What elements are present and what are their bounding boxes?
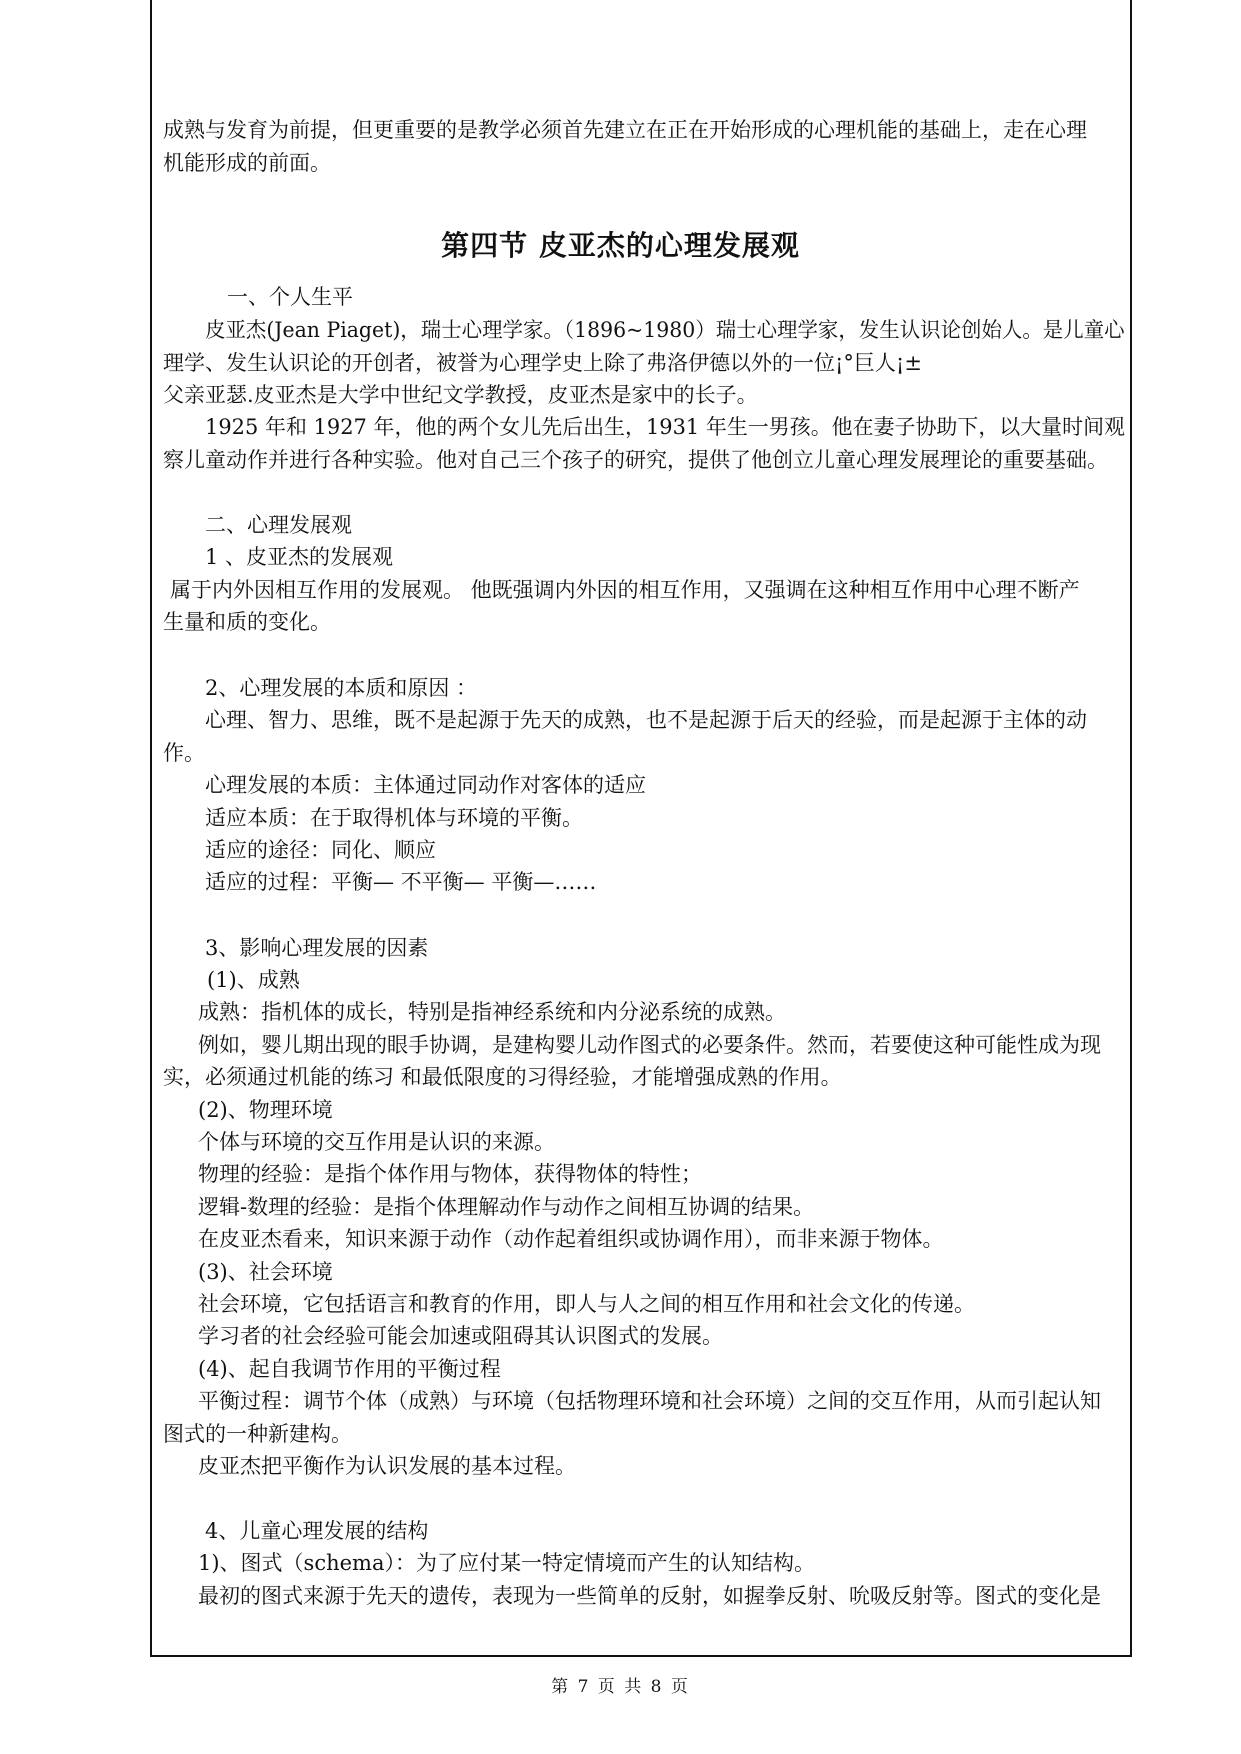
text-line: 1)、图式（schema）：为了应付某一特定情境而产生的认知结构。 xyxy=(198,1551,815,1575)
text-line: 2、心理发展的本质和原因 ： xyxy=(205,676,478,700)
text-line: 实，必须通过机能的练习 和最低限度的习得经验，才能增强成熟的作用。 xyxy=(163,1065,842,1089)
text-line: 生量和质的变化。 xyxy=(163,610,331,634)
text-line: 1925 年和 1927 年，他的两个女儿先后出生，1931 年生一男孩。他在妻子协助下，以大量时间观 xyxy=(205,415,1126,439)
text-line: 物理的经验：是指个体作用与物体，获得物体的特性； xyxy=(198,1162,702,1186)
text-line: 图式的一种新建构。 xyxy=(163,1422,352,1446)
text-line: 属于内外因相互作用的发展观。 他既强调内外因的相互作用，又强调在这种相互作用中心理不断产 xyxy=(170,578,1080,602)
text-line: 作。 xyxy=(163,741,205,765)
text-line: 察儿童动作并进行各种实验。他对自己三个孩子的研究，提供了他创立儿童心理发展理论的重要基础。 xyxy=(163,448,1108,472)
text-line: 适应本质：在于取得机体与环境的平衡。 xyxy=(205,806,583,830)
text-line: 成熟：指机体的成长，特别是指神经系统和内分泌系统的成熟。 xyxy=(198,1000,786,1024)
text-line: 理学、发生认识论的开创者，被誉为心理学史上除了弗洛伊德以外的一位¡°巨人¡± xyxy=(163,351,922,375)
text-line: 最初的图式来源于先天的遗传，表现为一些简单的反射，如握拳反射、吮吸反射等。图式的变化是 xyxy=(198,1584,1101,1608)
text-line: 3、影响心理发展的因素 xyxy=(205,936,429,960)
text-line: 逻辑-数理的经验：是指个体理解动作与动作之间相互协调的结果。 xyxy=(198,1195,815,1219)
text-line: 适应的途径：同化、顺应 xyxy=(205,838,436,862)
text-line: 成熟与发育为前提，但更重要的是教学必须首先建立在正在开始形成的心理机能的基础上，走在心理 xyxy=(163,118,1087,142)
text-line: 4、儿童心理发展的结构 xyxy=(205,1519,429,1543)
text-line: 父亲亚瑟.皮亚杰是大学中世纪文学教授，皮亚杰是家中的长子。 xyxy=(163,383,758,407)
text-line: (2)、物理环境 xyxy=(198,1098,333,1122)
text-line: 个体与环境的交互作用是认识的来源。 xyxy=(198,1130,555,1154)
text-line: (3)、社会环境 xyxy=(198,1260,333,1284)
text-line: 适应的过程：平衡— 不平衡— 平衡—…… xyxy=(205,870,597,894)
text-line: 皮亚杰(Jean Piaget)，瑞士心理学家。（1896~1980）瑞士心理学家，发生认识论创始人。是儿童心 xyxy=(205,318,1125,342)
text-line: 1 、皮亚杰的发展观 xyxy=(205,545,394,569)
section-heading: 第四节 皮亚杰的心理发展观 xyxy=(441,229,800,262)
text-line: (4)、起自我调节作用的平衡过程 xyxy=(198,1357,501,1381)
text-line: 例如，婴儿期出现的眼手协调，是建构婴儿动作图式的必要条件。然而，若要使这种可能性成为现 xyxy=(198,1033,1101,1057)
text-line: 机能形成的前面。 xyxy=(163,151,331,175)
text-line: 心理、智力、思维，既不是起源于先天的成熟，也不是起源于后天的经验，而是起源于主体的动 xyxy=(205,708,1087,732)
page-footer: 第 7 页 共 8 页 xyxy=(551,1677,690,1697)
text-line: 社会环境，它包括语言和教育的作用，即人与人之间的相互作用和社会文化的传递。 xyxy=(198,1292,975,1316)
text-line: 心理发展的本质：主体通过同动作对客体的适应 xyxy=(205,773,646,797)
text-line: 在皮亚杰看来，知识来源于动作（动作起着组织或协调作用），而非来源于物体。 xyxy=(198,1227,944,1251)
text-line: 一、个人生平 xyxy=(227,285,353,309)
text-line: 二、心理发展观 xyxy=(205,513,352,537)
text-line: 皮亚杰把平衡作为认识发展的基本过程。 xyxy=(198,1454,576,1478)
text-line: (1)、成熟 xyxy=(207,968,300,992)
text-line: 平衡过程：调节个体（成熟）与环境（包括物理环境和社会环境）之间的交互作用，从而引起认知 xyxy=(198,1389,1101,1413)
text-line: 学习者的社会经验可能会加速或阻碍其认识图式的发展。 xyxy=(198,1324,723,1348)
